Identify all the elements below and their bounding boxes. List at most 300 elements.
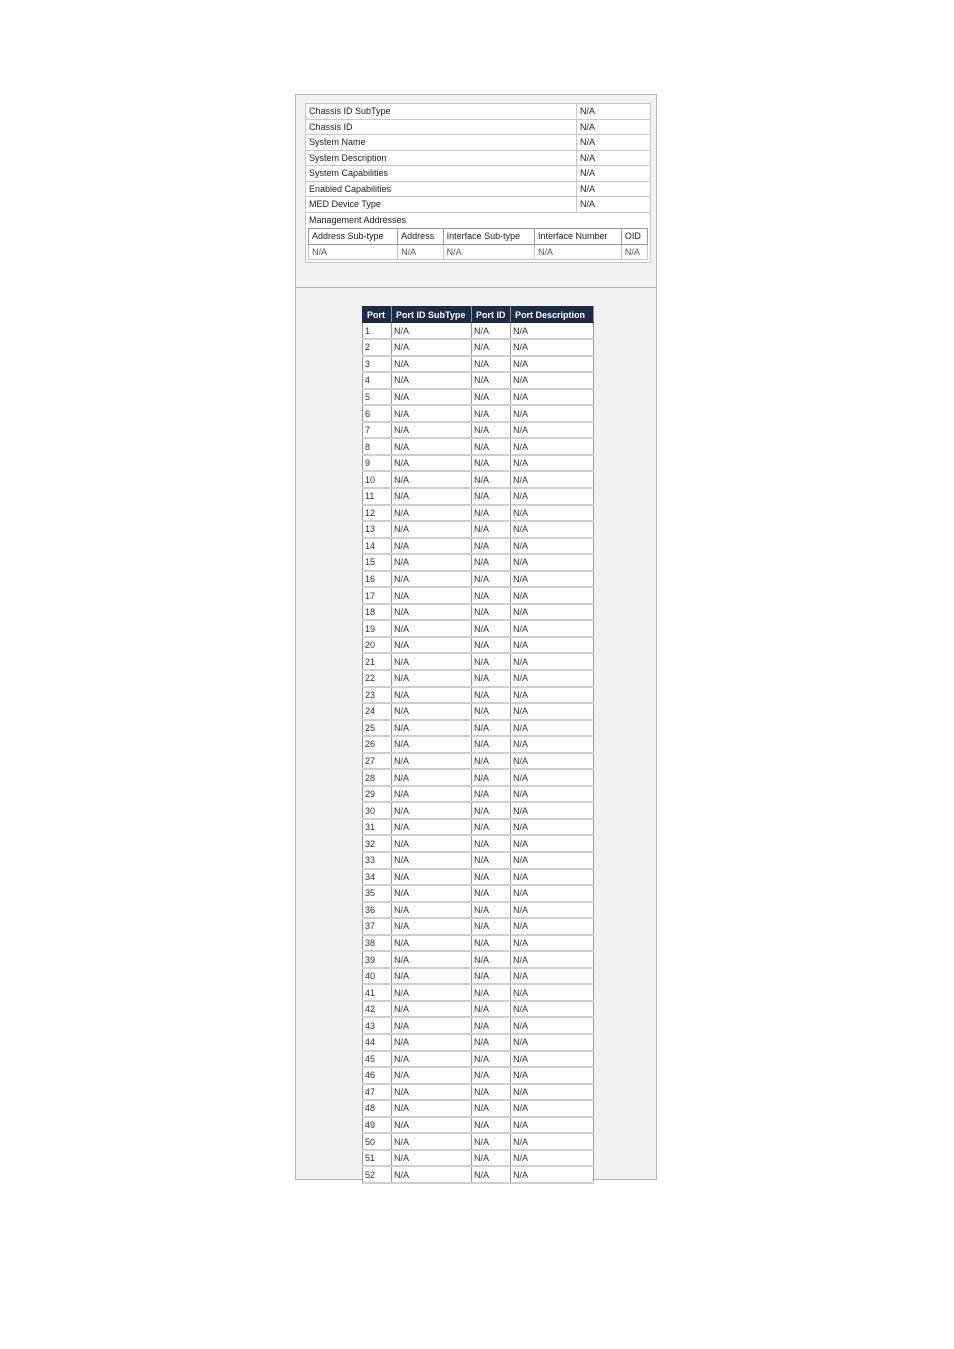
table-cell: N/A: [511, 587, 594, 604]
table-cell: 17: [363, 587, 392, 604]
table-cell: 23: [363, 687, 392, 704]
table-row: [363, 389, 594, 406]
table-cell: N/A: [472, 455, 511, 472]
table-cell: 36: [363, 902, 392, 919]
table-cell: 49: [363, 1117, 392, 1134]
table-cell: N/A: [392, 687, 472, 704]
table-cell: 8: [363, 438, 392, 455]
ports-header-row: [363, 307, 594, 323]
table-row: [363, 968, 594, 985]
table-cell: N/A: [392, 554, 472, 571]
table-row: [363, 438, 594, 455]
table-cell: N/A: [392, 1067, 472, 1084]
system-info-label: Chassis ID SubType: [306, 104, 577, 120]
management-cell: N/A: [621, 244, 647, 259]
table-cell: N/A: [511, 720, 594, 737]
management-cell: N/A: [534, 244, 621, 259]
table-row: [363, 1100, 594, 1117]
system-info-label: System Name: [306, 135, 577, 151]
system-info-row: [306, 197, 651, 213]
table-cell: N/A: [472, 802, 511, 819]
table-cell: N/A: [511, 703, 594, 720]
table-cell: N/A: [472, 554, 511, 571]
table-cell: N/A: [472, 687, 511, 704]
table-row: [363, 670, 594, 687]
table-cell: N/A: [392, 422, 472, 439]
table-cell: 47: [363, 1084, 392, 1101]
table-cell: N/A: [472, 1133, 511, 1150]
management-addresses-cell: [306, 212, 651, 262]
table-row: [363, 653, 594, 670]
table-cell: N/A: [392, 935, 472, 952]
table-row: [363, 835, 594, 852]
table-cell: 21: [363, 653, 392, 670]
management-cell: N/A: [398, 244, 443, 259]
table-row: [363, 1150, 594, 1167]
table-cell: 51: [363, 1150, 392, 1167]
table-cell: N/A: [511, 637, 594, 654]
table-row: [363, 471, 594, 488]
table-row: [363, 356, 594, 373]
table-cell: N/A: [511, 1017, 594, 1034]
table-cell: N/A: [472, 471, 511, 488]
table-cell: N/A: [472, 935, 511, 952]
table-cell: 9: [363, 455, 392, 472]
table-cell: 43: [363, 1017, 392, 1034]
table-cell: N/A: [472, 885, 511, 902]
table-cell: N/A: [392, 471, 472, 488]
table-cell: 38: [363, 935, 392, 952]
table-cell: N/A: [511, 356, 594, 373]
system-info-value: N/A: [577, 135, 651, 151]
table-cell: N/A: [392, 736, 472, 753]
table-cell: N/A: [392, 902, 472, 919]
table-row: [363, 769, 594, 786]
table-cell: 48: [363, 1100, 392, 1117]
table-cell: 40: [363, 968, 392, 985]
table-cell: N/A: [511, 902, 594, 919]
table-cell: 12: [363, 505, 392, 522]
table-row: [363, 1067, 594, 1084]
table-cell: N/A: [392, 1166, 472, 1183]
table-cell: N/A: [472, 819, 511, 836]
table-cell: N/A: [392, 786, 472, 803]
table-cell: 52: [363, 1166, 392, 1183]
section-divider: [296, 287, 656, 288]
table-cell: N/A: [392, 372, 472, 389]
table-cell: N/A: [392, 538, 472, 555]
management-column-header: OID: [621, 228, 647, 244]
table-cell: N/A: [472, 1034, 511, 1051]
table-cell: N/A: [511, 786, 594, 803]
table-cell: N/A: [511, 802, 594, 819]
table-cell: N/A: [511, 604, 594, 621]
ports-column-header: Port Description: [511, 307, 594, 323]
table-cell: N/A: [392, 703, 472, 720]
table-row: [363, 571, 594, 588]
table-cell: N/A: [511, 1034, 594, 1051]
table-cell: N/A: [472, 521, 511, 538]
table-row: [363, 703, 594, 720]
management-column-header: Address Sub-type: [309, 228, 398, 244]
table-cell: N/A: [511, 736, 594, 753]
management-header-row: [309, 228, 648, 244]
table-cell: 33: [363, 852, 392, 869]
table-cell: 14: [363, 538, 392, 555]
table-cell: N/A: [511, 505, 594, 522]
system-info-value: N/A: [577, 104, 651, 120]
table-row: [363, 1017, 594, 1034]
table-cell: 29: [363, 786, 392, 803]
table-cell: N/A: [472, 736, 511, 753]
table-cell: N/A: [511, 1166, 594, 1183]
table-cell: N/A: [472, 1051, 511, 1068]
system-info-row: [306, 150, 651, 166]
table-cell: N/A: [472, 488, 511, 505]
table-cell: N/A: [392, 819, 472, 836]
table-cell: N/A: [392, 885, 472, 902]
system-info-label: System Capabilities: [306, 166, 577, 182]
table-cell: N/A: [472, 1001, 511, 1018]
system-info-label: Chassis ID: [306, 119, 577, 135]
table-cell: N/A: [472, 852, 511, 869]
table-cell: 32: [363, 835, 392, 852]
ports-column-header: Port: [363, 307, 392, 323]
table-row: [363, 521, 594, 538]
table-cell: N/A: [472, 604, 511, 621]
table-cell: N/A: [472, 968, 511, 985]
table-cell: 28: [363, 769, 392, 786]
table-cell: N/A: [392, 405, 472, 422]
table-cell: N/A: [511, 339, 594, 356]
table-cell: N/A: [472, 422, 511, 439]
table-cell: N/A: [392, 753, 472, 770]
table-cell: N/A: [472, 1117, 511, 1134]
table-cell: N/A: [472, 1100, 511, 1117]
table-cell: N/A: [392, 389, 472, 406]
table-row: [363, 687, 594, 704]
table-cell: 35: [363, 885, 392, 902]
table-cell: N/A: [511, 521, 594, 538]
table-cell: N/A: [392, 918, 472, 935]
system-info-value: N/A: [577, 197, 651, 213]
table-cell: N/A: [511, 1117, 594, 1134]
table-row: [363, 637, 594, 654]
table-cell: 4: [363, 372, 392, 389]
table-cell: N/A: [392, 455, 472, 472]
system-info-row: [306, 181, 651, 197]
table-cell: 44: [363, 1034, 392, 1051]
table-cell: N/A: [472, 1067, 511, 1084]
table-cell: N/A: [472, 653, 511, 670]
table-cell: N/A: [392, 852, 472, 869]
table-cell: N/A: [472, 620, 511, 637]
management-column-header: Interface Number: [534, 228, 621, 244]
table-cell: 19: [363, 620, 392, 637]
system-info-value: N/A: [577, 119, 651, 135]
table-cell: 41: [363, 984, 392, 1001]
table-cell: 25: [363, 720, 392, 737]
table-cell: N/A: [511, 984, 594, 1001]
system-info-body: [306, 104, 651, 263]
table-cell: N/A: [511, 455, 594, 472]
table-cell: 39: [363, 951, 392, 968]
table-cell: N/A: [511, 653, 594, 670]
management-column-header: Interface Sub-type: [443, 228, 534, 244]
table-cell: 6: [363, 405, 392, 422]
table-cell: N/A: [511, 323, 594, 340]
table-cell: N/A: [511, 1001, 594, 1018]
system-info-row: [306, 135, 651, 151]
table-cell: N/A: [511, 422, 594, 439]
table-row: [363, 1051, 594, 1068]
table-row: [363, 1034, 594, 1051]
table-row: [363, 488, 594, 505]
table-cell: N/A: [392, 769, 472, 786]
system-info-value: N/A: [577, 166, 651, 182]
table-cell: N/A: [392, 1117, 472, 1134]
table-cell: N/A: [472, 984, 511, 1001]
table-cell: N/A: [392, 802, 472, 819]
table-cell: N/A: [472, 571, 511, 588]
table-cell: N/A: [392, 968, 472, 985]
table-cell: N/A: [511, 835, 594, 852]
table-row: [363, 1166, 594, 1183]
management-column-header: Address: [398, 228, 443, 244]
table-cell: N/A: [472, 372, 511, 389]
table-row: [363, 736, 594, 753]
table-cell: 24: [363, 703, 392, 720]
table-row: [363, 819, 594, 836]
system-info-row: [306, 104, 651, 120]
table-cell: N/A: [511, 554, 594, 571]
table-cell: N/A: [472, 356, 511, 373]
table-cell: N/A: [511, 438, 594, 455]
table-row: [363, 339, 594, 356]
table-cell: 37: [363, 918, 392, 935]
table-cell: N/A: [472, 505, 511, 522]
table-row: [363, 372, 594, 389]
table-cell: N/A: [472, 869, 511, 886]
table-cell: N/A: [511, 405, 594, 422]
table-cell: N/A: [472, 902, 511, 919]
table-cell: N/A: [392, 984, 472, 1001]
table-row: [363, 538, 594, 555]
system-info-table: [305, 103, 651, 263]
table-cell: N/A: [392, 604, 472, 621]
table-row: [363, 323, 594, 340]
system-info-label: Enabled Capabilities: [306, 181, 577, 197]
table-cell: N/A: [392, 1150, 472, 1167]
table-cell: 30: [363, 802, 392, 819]
table-row: [363, 1001, 594, 1018]
table-cell: N/A: [511, 852, 594, 869]
table-cell: N/A: [392, 571, 472, 588]
table-cell: N/A: [392, 488, 472, 505]
table-cell: N/A: [392, 438, 472, 455]
table-cell: N/A: [392, 951, 472, 968]
table-cell: N/A: [472, 637, 511, 654]
management-addresses-label: Management Addresses: [309, 214, 407, 225]
table-row: [363, 422, 594, 439]
table-cell: N/A: [472, 587, 511, 604]
table-cell: 18: [363, 604, 392, 621]
system-info-row: [306, 166, 651, 182]
table-cell: 2: [363, 339, 392, 356]
system-info-label: MED Device Type: [306, 197, 577, 213]
table-row: [363, 604, 594, 621]
table-row: [363, 405, 594, 422]
table-cell: N/A: [511, 1150, 594, 1167]
table-cell: N/A: [511, 372, 594, 389]
table-cell: 11: [363, 488, 392, 505]
management-addresses-row: [306, 212, 651, 262]
table-cell: N/A: [392, 720, 472, 737]
table-cell: N/A: [511, 769, 594, 786]
table-row: [363, 1117, 594, 1134]
table-row: [363, 869, 594, 886]
table-cell: N/A: [392, 1100, 472, 1117]
table-cell: 46: [363, 1067, 392, 1084]
table-cell: N/A: [511, 620, 594, 637]
table-cell: N/A: [392, 835, 472, 852]
table-cell: 3: [363, 356, 392, 373]
table-cell: N/A: [392, 620, 472, 637]
table-cell: N/A: [511, 389, 594, 406]
table-cell: N/A: [511, 1084, 594, 1101]
table-row: [363, 902, 594, 919]
table-row: [363, 554, 594, 571]
management-cell: N/A: [443, 244, 534, 259]
table-cell: 27: [363, 753, 392, 770]
table-cell: N/A: [511, 918, 594, 935]
table-cell: N/A: [511, 968, 594, 985]
table-row: [363, 455, 594, 472]
table-cell: N/A: [472, 720, 511, 737]
ports-column-header: Port ID: [472, 307, 511, 323]
table-row: [363, 951, 594, 968]
table-cell: N/A: [511, 1067, 594, 1084]
table-cell: N/A: [392, 1017, 472, 1034]
table-cell: N/A: [392, 1001, 472, 1018]
table-cell: N/A: [472, 1150, 511, 1167]
table-row: [363, 918, 594, 935]
management-data-row: [309, 244, 648, 259]
system-info-value: N/A: [577, 181, 651, 197]
ports-table: [362, 306, 594, 1184]
table-cell: 20: [363, 637, 392, 654]
table-cell: N/A: [511, 1051, 594, 1068]
table-cell: N/A: [392, 587, 472, 604]
table-cell: N/A: [511, 951, 594, 968]
table-cell: N/A: [392, 653, 472, 670]
table-cell: N/A: [511, 1100, 594, 1117]
table-cell: N/A: [392, 1133, 472, 1150]
table-cell: N/A: [511, 471, 594, 488]
table-cell: 45: [363, 1051, 392, 1068]
table-cell: N/A: [472, 405, 511, 422]
table-cell: 1: [363, 323, 392, 340]
table-cell: N/A: [511, 885, 594, 902]
table-cell: N/A: [511, 1133, 594, 1150]
table-cell: N/A: [392, 323, 472, 340]
table-cell: 34: [363, 869, 392, 886]
table-cell: N/A: [472, 951, 511, 968]
table-row: [363, 852, 594, 869]
table-cell: N/A: [511, 670, 594, 687]
table-cell: 26: [363, 736, 392, 753]
table-cell: N/A: [472, 753, 511, 770]
table-row: [363, 505, 594, 522]
table-cell: N/A: [392, 521, 472, 538]
table-cell: 50: [363, 1133, 392, 1150]
table-cell: N/A: [472, 389, 511, 406]
table-cell: N/A: [392, 869, 472, 886]
table-cell: 22: [363, 670, 392, 687]
table-cell: 15: [363, 554, 392, 571]
table-cell: N/A: [472, 769, 511, 786]
table-cell: N/A: [511, 819, 594, 836]
table-cell: N/A: [511, 571, 594, 588]
table-row: [363, 984, 594, 1001]
ports-column-header: Port ID SubType: [392, 307, 472, 323]
table-row: [363, 935, 594, 952]
table-cell: N/A: [472, 786, 511, 803]
table-cell: N/A: [511, 869, 594, 886]
table-cell: 31: [363, 819, 392, 836]
table-cell: 7: [363, 422, 392, 439]
management-addresses-table: [308, 228, 648, 260]
table-cell: N/A: [472, 1166, 511, 1183]
table-cell: N/A: [472, 703, 511, 720]
table-cell: 13: [363, 521, 392, 538]
table-row: [363, 587, 594, 604]
table-cell: N/A: [511, 935, 594, 952]
system-info-value: N/A: [577, 150, 651, 166]
table-cell: N/A: [472, 538, 511, 555]
table-row: [363, 1084, 594, 1101]
table-cell: N/A: [392, 356, 472, 373]
table-row: [363, 786, 594, 803]
table-row: [363, 1133, 594, 1150]
table-cell: N/A: [511, 687, 594, 704]
table-cell: N/A: [511, 753, 594, 770]
ports-body: [363, 323, 594, 1183]
table-cell: 16: [363, 571, 392, 588]
table-row: [363, 620, 594, 637]
table-cell: N/A: [472, 670, 511, 687]
table-cell: N/A: [472, 1017, 511, 1034]
table-cell: N/A: [472, 323, 511, 340]
table-cell: N/A: [392, 505, 472, 522]
table-cell: N/A: [392, 1084, 472, 1101]
table-cell: N/A: [511, 538, 594, 555]
table-cell: N/A: [472, 918, 511, 935]
table-row: [363, 885, 594, 902]
table-cell: N/A: [392, 670, 472, 687]
table-cell: N/A: [392, 1034, 472, 1051]
table-row: [363, 802, 594, 819]
lldp-info-panel: [295, 94, 657, 1180]
system-info-row: [306, 119, 651, 135]
table-cell: N/A: [392, 637, 472, 654]
system-info-label: System Description: [306, 150, 577, 166]
table-row: [363, 720, 594, 737]
table-cell: N/A: [472, 835, 511, 852]
table-cell: N/A: [472, 339, 511, 356]
management-cell: N/A: [309, 244, 398, 259]
table-row: [363, 753, 594, 770]
